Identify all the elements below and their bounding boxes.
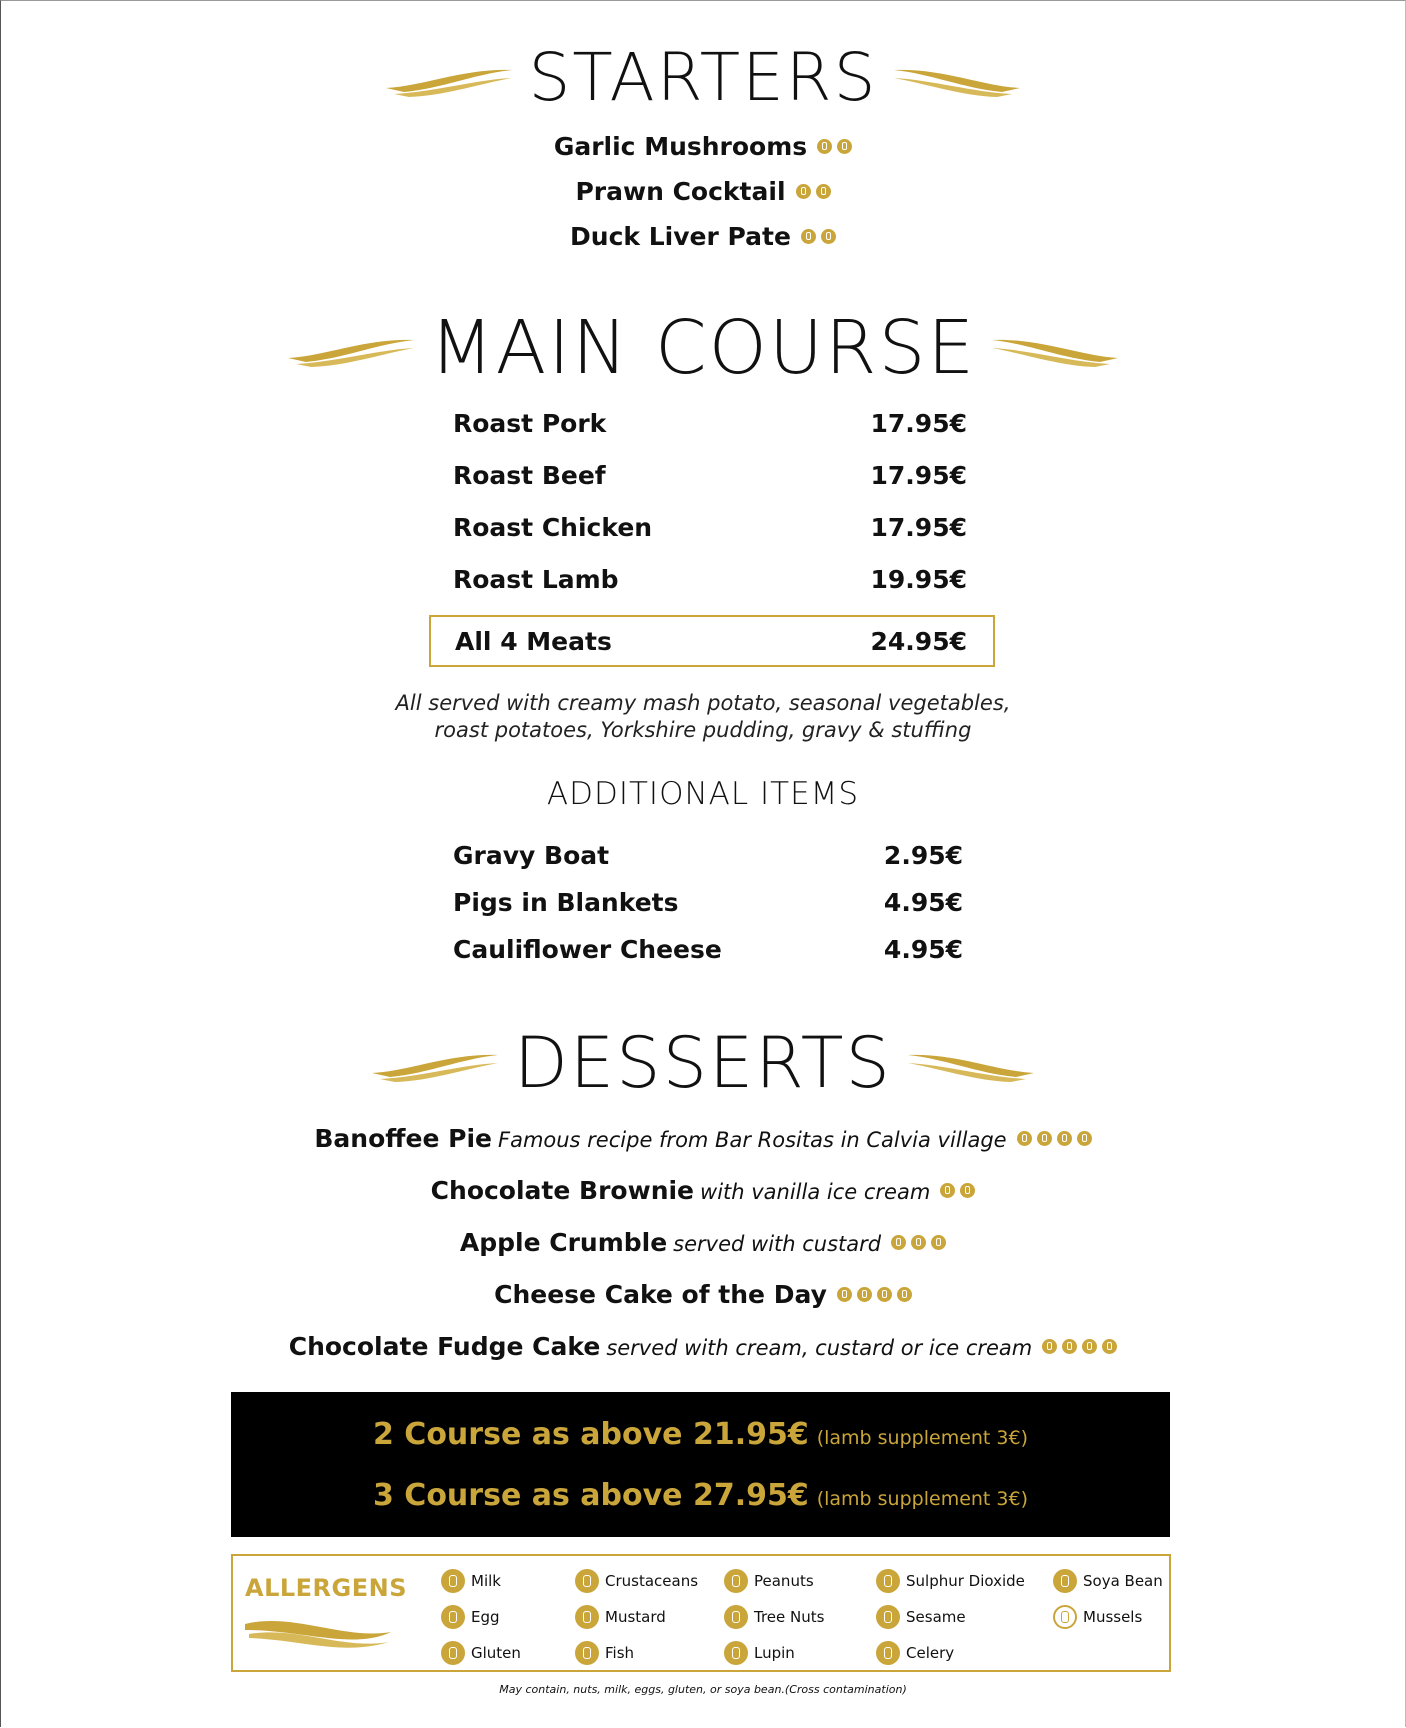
dessert-name: Cheese Cake of the Day: [494, 1280, 827, 1309]
dish-price: 17.95€: [870, 460, 967, 490]
deal-note: (lamb supplement 3€): [816, 1488, 1029, 1510]
desserts-list: [0, 1113, 1406, 1373]
allergens-title: ALLERGENS: [245, 1574, 407, 1602]
dish-price: 17.95€: [870, 512, 967, 542]
dessert-desc: Famous recipe from Bar Rositas in Calvia village: [498, 1128, 1007, 1152]
allergen-celery: Celery: [876, 1640, 954, 1666]
dessert-name: Chocolate Brownie: [430, 1176, 695, 1205]
dessert-item: [0, 1165, 1406, 1217]
gluten-icon: [796, 184, 811, 199]
starter-name: Garlic Mushrooms: [553, 132, 808, 161]
item-name: Gravy Boat: [453, 841, 610, 870]
dessert-desc: with vanilla ice cream: [700, 1180, 931, 1204]
dish-price: 17.95€: [870, 408, 967, 438]
gluten-icon: [911, 1235, 926, 1250]
allergen-crustaceans: Crustaceans: [575, 1568, 698, 1594]
starter-name: Prawn Cocktail: [575, 177, 786, 206]
milk-icon: [1062, 1339, 1077, 1354]
crustaceans-icon: [575, 1569, 599, 1593]
dessert-desc: served with custard: [673, 1232, 882, 1256]
fish-icon: [575, 1641, 599, 1665]
allergen-egg: Egg: [441, 1604, 500, 1630]
soya-icon: [1102, 1339, 1117, 1354]
dish-name: Roast Pork: [453, 408, 607, 438]
item-price: 4.95€: [883, 888, 963, 917]
allergen-peanuts: Peanuts: [724, 1568, 814, 1594]
left-swoosh-icon: [370, 1043, 500, 1083]
right-swoosh-icon: [892, 58, 1022, 98]
starter-item: [0, 214, 1406, 259]
allergens-legend: [231, 1554, 1171, 1672]
right-swoosh-icon: [990, 328, 1120, 368]
dessert-desc: served with cream, custard or ice cream: [606, 1336, 1033, 1360]
dessert-name: Chocolate Fudge Cake: [288, 1332, 601, 1361]
deal-note: (lamb supplement 3€): [816, 1427, 1029, 1449]
allergen-mussels: Mussels: [1053, 1604, 1142, 1630]
right-swoosh-icon: [906, 1043, 1036, 1083]
nuts-icon: [897, 1287, 912, 1302]
dish-name: Roast Lamb: [453, 564, 619, 594]
gluten-icon: [817, 139, 832, 154]
starter-name: Duck Liver Pate: [570, 222, 791, 251]
main-course-title: MAIN COURSE: [429, 305, 977, 391]
celery-icon: [876, 1641, 900, 1665]
served-note-line2: roast potatoes, Yorkshire pudding, gravy & stuffing: [434, 718, 972, 742]
menu-row: [453, 553, 973, 605]
item-name: Cauliflower Cheese: [453, 935, 722, 964]
dessert-item: [0, 1217, 1406, 1269]
allergen-mustard: Mustard: [575, 1604, 666, 1630]
mussels-icon: [1053, 1605, 1077, 1629]
egg-icon: [821, 229, 836, 244]
soya-icon: [1053, 1569, 1077, 1593]
served-with-note: [0, 690, 1406, 744]
dessert-item: [0, 1113, 1406, 1165]
menu-row: [453, 449, 973, 501]
item-name: Pigs in Blankets: [453, 888, 679, 917]
milk-icon: [837, 139, 852, 154]
soya-icon: [1077, 1131, 1092, 1146]
soya-icon: [877, 1287, 892, 1302]
combo-price: 24.95€: [870, 626, 967, 656]
deal-text: 2 Course as above 21.95€: [372, 1417, 809, 1452]
milk-icon: [940, 1183, 955, 1198]
starters-list: [0, 124, 1406, 259]
menu-row: [453, 397, 973, 449]
allergen-lupin: Lupin: [724, 1640, 795, 1666]
allergen-fish: Fish: [575, 1640, 634, 1666]
menu-row: [453, 832, 963, 879]
egg-icon: [1082, 1339, 1097, 1354]
gluten-icon: [857, 1287, 872, 1302]
starters-title: STARTERS: [528, 39, 878, 116]
allergen-tree-nuts: Tree Nuts: [724, 1604, 824, 1630]
menu-row: [453, 879, 963, 926]
sesame-icon: [876, 1605, 900, 1629]
deal-line: [231, 1404, 1170, 1465]
milk-icon: [441, 1569, 465, 1593]
lupin-icon: [724, 1641, 748, 1665]
dish-name: Roast Chicken: [453, 512, 653, 542]
dessert-name: Apple Crumble: [459, 1228, 668, 1257]
desserts-title: DESSERTS: [514, 1022, 892, 1104]
course-deals-banner: [231, 1392, 1170, 1537]
dessert-name: Banoffee Pie: [314, 1124, 492, 1153]
mustard-icon: [575, 1605, 599, 1629]
milk-icon: [837, 1287, 852, 1302]
gluten-icon: [1042, 1339, 1057, 1354]
left-swoosh-icon: [384, 58, 514, 98]
additional-items-title: ADDITIONAL ITEMS: [546, 776, 860, 812]
main-course-list: [453, 397, 973, 605]
left-swoosh-icon: [286, 328, 416, 368]
starter-item: [0, 169, 1406, 214]
dessert-item: [0, 1269, 1406, 1321]
allergen-gluten: Gluten: [441, 1640, 521, 1666]
starter-item: [0, 124, 1406, 169]
allergen-sulphur-dioxide: Sulphur Dioxide: [876, 1568, 1025, 1594]
gluten-icon: [960, 1183, 975, 1198]
all-meats-combo: [429, 615, 995, 667]
allergen-sesame: Sesame: [876, 1604, 966, 1630]
item-price: 4.95€: [883, 935, 963, 964]
gluten-icon: [801, 229, 816, 244]
deal-line: [231, 1465, 1170, 1526]
egg-icon: [441, 1605, 465, 1629]
menu-row: [453, 501, 973, 553]
milk-icon: [891, 1235, 906, 1250]
sulphur-dioxide-icon: [876, 1569, 900, 1593]
deal-text: 3 Course as above 27.95€: [372, 1478, 809, 1513]
milk-icon: [1017, 1131, 1032, 1146]
milk-icon: [816, 184, 831, 199]
allergen-milk: Milk: [441, 1568, 501, 1594]
peanuts-icon: [724, 1569, 748, 1593]
combo-name: All 4 Meats: [455, 626, 612, 656]
egg-icon: [931, 1235, 946, 1250]
desserts-heading: [0, 1022, 1406, 1104]
dish-price: 19.95€: [870, 564, 967, 594]
gluten-icon: [441, 1641, 465, 1665]
egg-icon: [1057, 1131, 1072, 1146]
menu-row: [453, 926, 963, 973]
additional-items-list: [453, 832, 963, 973]
item-price: 2.95€: [883, 841, 963, 870]
starters-heading: [0, 39, 1406, 116]
main-course-heading: [0, 305, 1406, 391]
dessert-item: [0, 1321, 1406, 1373]
served-note-line1: All served with creamy mash potato, seasonal vegetables,: [395, 691, 1011, 715]
allergen-soya-bean: Soya Bean: [1053, 1568, 1163, 1594]
dish-name: Roast Beef: [453, 460, 606, 490]
gluten-icon: [1037, 1131, 1052, 1146]
allergens-swoosh-icon: [243, 1610, 393, 1654]
cross-contamination-disclaimer: May contain, nuts, milk, eggs, gluten, or soya bean.(Cross contamination): [499, 1683, 907, 1696]
tree-nuts-icon: [724, 1605, 748, 1629]
